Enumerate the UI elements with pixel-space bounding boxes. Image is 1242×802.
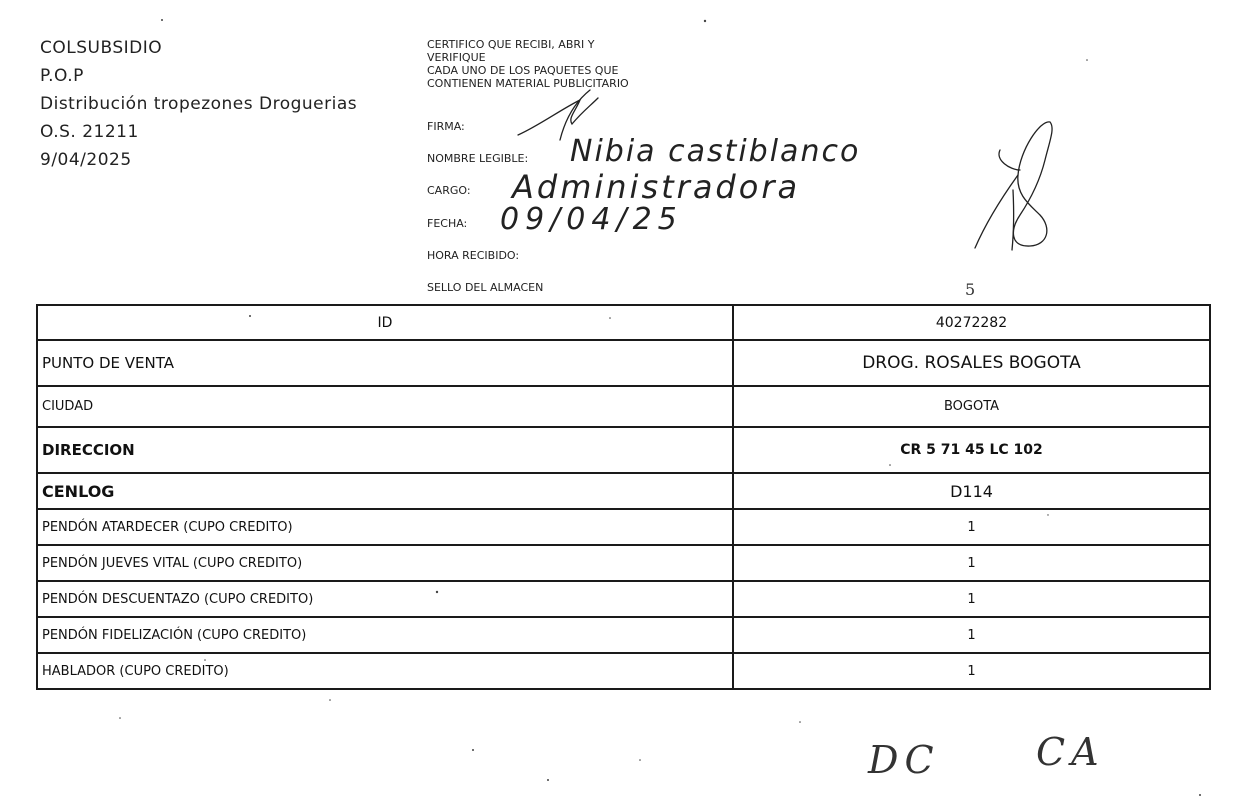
- document-date: 9/04/2025: [40, 150, 132, 170]
- fecha-label: FECHA:: [427, 217, 468, 230]
- page-number: 5: [965, 280, 976, 299]
- certification-line: VERIFIQUE: [427, 51, 486, 64]
- initials-left-handwritten: DC: [868, 738, 940, 782]
- item-label: PENDÓN FIDELIZACIÓN (CUPO CREDITO): [37, 617, 733, 653]
- id-label: ID: [37, 305, 733, 340]
- item-label: PENDÓN ATARDECER (CUPO CREDITO): [37, 509, 733, 545]
- distribution-table: [36, 304, 1211, 690]
- item-label: PENDÓN DESCUENTAZO (CUPO CREDITO): [37, 581, 733, 617]
- cargo-label: CARGO:: [427, 184, 471, 197]
- cenlog-value: D114: [733, 473, 1210, 509]
- ciudad-value: BOGOTA: [733, 386, 1210, 427]
- document-header: [40, 34, 357, 174]
- item-quantity: 1: [733, 545, 1210, 581]
- item-label: PENDÓN JUEVES VITAL (CUPO CREDITO): [37, 545, 733, 581]
- table-row-punto-venta: [37, 340, 1210, 386]
- item-label: HABLADOR (CUPO CREDITO): [37, 653, 733, 689]
- direccion-value: CR 5 71 45 LC 102: [733, 427, 1210, 473]
- table-row: [37, 509, 1210, 545]
- item-quantity: 1: [733, 509, 1210, 545]
- table-row-id: [37, 305, 1210, 340]
- cenlog-label: CENLOG: [37, 473, 733, 509]
- direccion-label: DIRECCION: [37, 427, 733, 473]
- fecha-handwritten: 09/04/25: [500, 202, 683, 237]
- initials-right-handwritten: CA: [1036, 730, 1105, 774]
- punto-venta-value: DROG. ROSALES BOGOTA: [733, 340, 1210, 386]
- table-row: [37, 617, 1210, 653]
- cargo-handwritten: Administradora: [512, 168, 801, 206]
- certification-statement: [427, 38, 629, 90]
- certification-line: CADA UNO DE LOS PAQUETES QUE: [427, 64, 619, 77]
- firma-label: FIRMA:: [427, 120, 465, 133]
- item-quantity: 1: [733, 581, 1210, 617]
- table-row: [37, 545, 1210, 581]
- program-name: P.O.P: [40, 66, 84, 86]
- order-number: O.S. 21211: [40, 122, 139, 142]
- distribution-description: Distribución tropezones Droguerias: [40, 94, 358, 114]
- table-row: [37, 653, 1210, 689]
- nombre-label: NOMBRE LEGIBLE:: [427, 152, 529, 165]
- item-quantity: 1: [733, 617, 1210, 653]
- certification-line: CONTIENEN MATERIAL PUBLICITARIO: [427, 77, 629, 90]
- ciudad-label: CIUDAD: [37, 386, 733, 427]
- table-row-direccion: [37, 427, 1210, 473]
- certification-line: CERTIFICO QUE RECIBI, ABRI Y: [427, 38, 595, 51]
- table-row-cenlog: [37, 473, 1210, 509]
- punto-venta-label: PUNTO DE VENTA: [37, 340, 733, 386]
- company-name: COLSUBSIDIO: [40, 38, 163, 58]
- id-value: 40272282: [733, 305, 1210, 340]
- nombre-handwritten: Nibia castiblanco: [570, 134, 861, 169]
- table-row-ciudad: [37, 386, 1210, 427]
- table-row: [37, 581, 1210, 617]
- hora-recibido-label: HORA RECIBIDO:: [427, 249, 520, 262]
- item-quantity: 1: [733, 653, 1210, 689]
- sello-almacen-label: SELLO DEL ALMACEN: [427, 281, 544, 294]
